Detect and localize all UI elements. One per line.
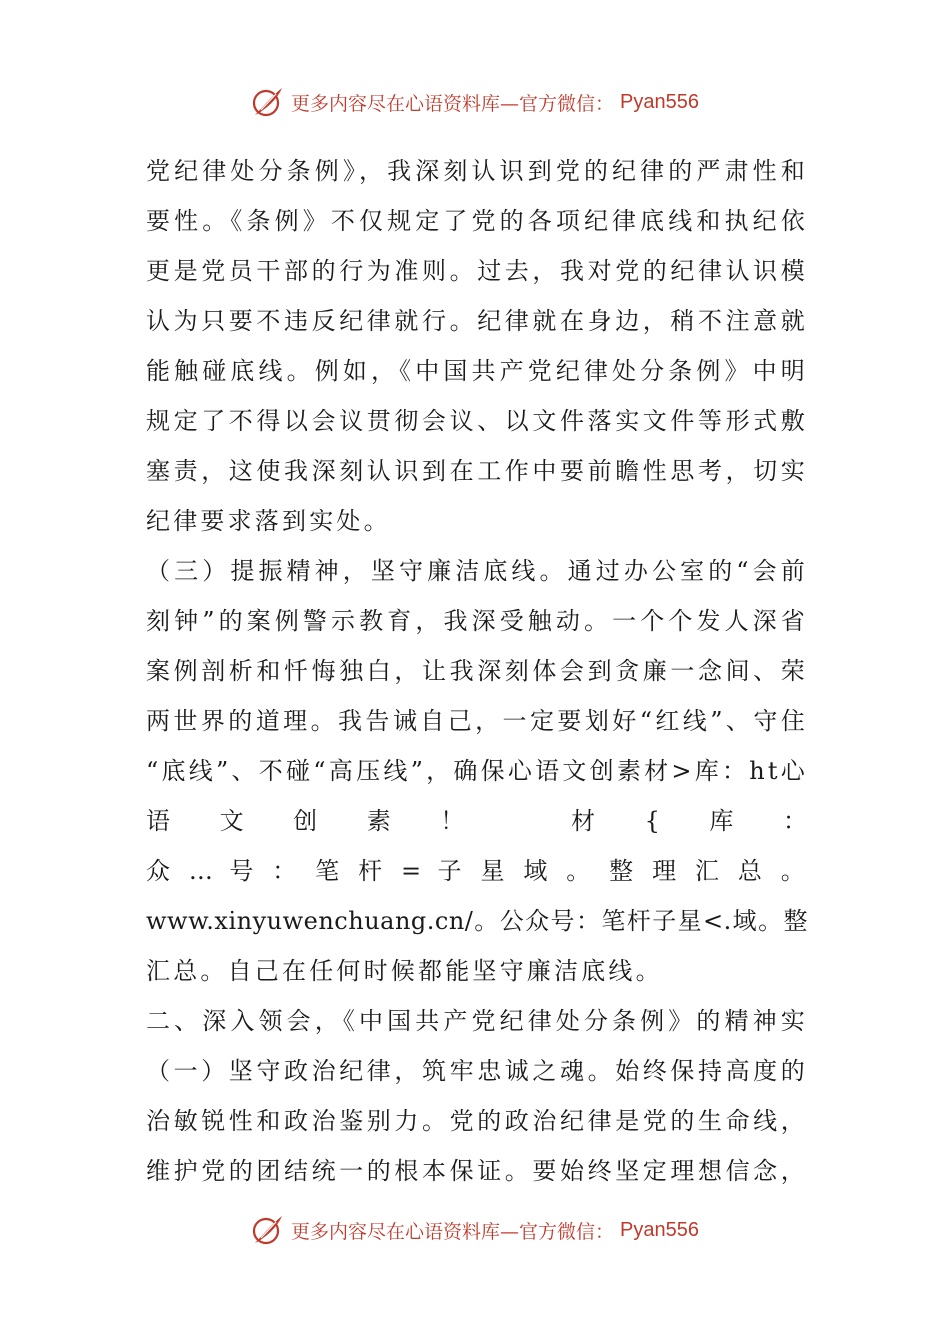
quill-pen-logo-icon (251, 1213, 285, 1247)
text-line: 汇总。自己在任何时候都能坚守廉洁底线。 (146, 957, 663, 985)
text-line: 能触碰底线。例如，《中国共产党纪律处分条例》中明 (146, 357, 808, 385)
text-line: 众 … 号 ： 笔 杆 = 子 星 域 。 整 理 汇 总 。 (146, 857, 808, 885)
text-line: 案例剖析和忏悔独白，让我深刻体会到贪廉一念间、荣 (146, 657, 808, 685)
text-line: 更是党员干部的行为准则。过去，我对党的纪律认识模 (146, 257, 808, 285)
header-banner (0, 82, 950, 122)
text-line: 两世界的道理。我告诫自己，一定要划好“红线”、守住 (146, 707, 808, 735)
banner-text: 更多内容尽在心语资料库—官方微信： (291, 92, 615, 115)
footer-banner (0, 1210, 950, 1250)
text-line: （一）坚守政治纪律，筑牢忠诚之魂。始终保持高度的 (146, 1057, 808, 1085)
text-line: 党纪律处分条例》，我深刻认识到党的纪律的严肃性和 (146, 157, 808, 185)
text-line: www.xinyuwenchuang.cn/。公众号：笔杆子星<.域。整 (146, 907, 808, 935)
banner-text: 更多内容尽在心语资料库—官方微信： (291, 1220, 615, 1243)
text-line: 认为只要不违反纪律就行。纪律就在身边，稍不注意就 (146, 307, 808, 335)
text-line: 维护党的团结统一的根本保证。要始终坚定理想信念， (146, 1157, 808, 1185)
text-line: 塞责，这使我深刻认识到在工作中要前瞻性思考，切实 (146, 457, 808, 485)
text-line: 规定了不得以会议贯彻会议、以文件落实文件等形式敷 (146, 407, 808, 435)
banner-wechat-id: Pyan556 (620, 1218, 699, 1241)
text-line: 语文创素！ 材{库： (146, 807, 808, 835)
banner-wechat-id: Pyan556 (620, 90, 699, 113)
document-body (146, 146, 808, 1196)
text-line: 要性。《条例》不仅规定了党的各项纪律底线和执纪依 (146, 207, 808, 235)
text-line: “底线”、不碰“高压线”，确保心语文创素材>库：ht心 (146, 757, 808, 785)
text-line: （三）提振精神，坚守廉洁底线。通过办公室的“会前 (146, 557, 808, 585)
section-heading: 二、深入领会，《中国共产党纪律处分条例》的精神实 (146, 1007, 808, 1035)
text-line: 纪律要求落到实处。 (146, 507, 391, 535)
text-line: 刻钟”的案例警示教育，我深受触动。一个个发人深省 (146, 607, 808, 635)
quill-pen-logo-icon (251, 85, 285, 119)
text-line: 治敏锐性和政治鉴别力。党的政治纪律是党的生命线， (146, 1107, 808, 1135)
